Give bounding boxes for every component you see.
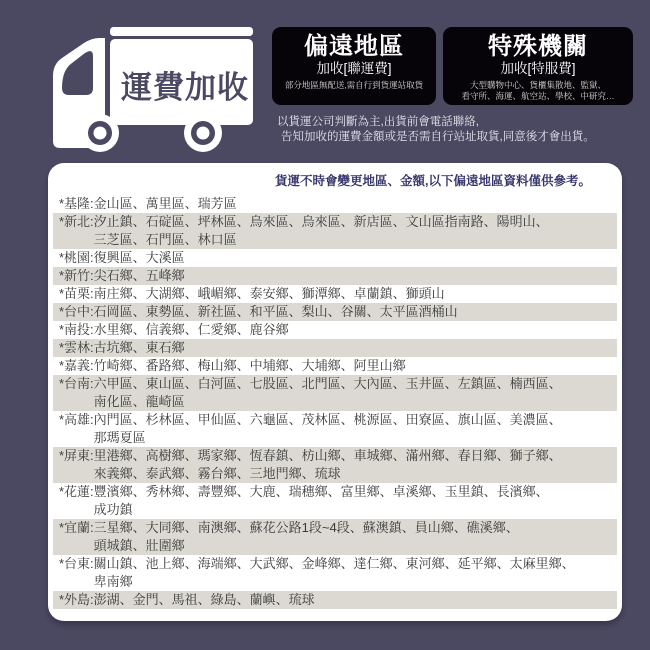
region-label: *桃園: xyxy=(59,250,94,265)
region-areas: 石岡區、東勢區、新社區、和平區、梨山、谷關、太平區酒桶山 xyxy=(93,304,458,319)
remote-table xyxy=(53,195,617,609)
region-areas: 內門區、杉林區、甲仙區、六龜區、茂林區、桃源區、田寮區、旗山區、美濃區、 那瑪夏區 xyxy=(93,412,562,445)
table-row xyxy=(53,321,617,339)
special-institution-title: 特殊機關 xyxy=(488,33,588,60)
region-label: *台南: xyxy=(59,376,94,391)
table-row xyxy=(53,249,617,267)
table-row xyxy=(53,357,617,375)
special-institution-note-line1: 大型購物中心、貨櫃集散地、監獄、 xyxy=(469,80,606,90)
region-label: *南投: xyxy=(59,322,94,337)
headline: 運費加收 xyxy=(121,70,249,105)
special-institution-subtitle: 加收[特服費] xyxy=(500,61,576,76)
region-label: *外島: xyxy=(59,592,94,607)
region-areas: 南庄鄉、大湖鄉、峨嵋鄉、泰安鄉、獅潭鄉、卓蘭鎮、獅頭山 xyxy=(93,286,445,301)
table-row xyxy=(53,267,617,285)
region-label: *嘉義: xyxy=(59,358,94,373)
region-areas: 關山鎮、池上鄉、海端鄉、大武鄉、金峰鄉、達仁鄉、東河鄉、延平鄉、太麻里鄉、 卑南鄉 xyxy=(93,556,575,589)
remote-area-panel xyxy=(48,163,622,621)
region-areas: 尖石鄉、五峰鄉 xyxy=(93,268,185,283)
remote-area-title: 偏遠地區 xyxy=(304,33,404,60)
table-row xyxy=(53,555,617,591)
region-areas: 澎湖、金門、馬祖、綠島、蘭嶼、琉球 xyxy=(93,592,315,607)
region-areas: 復興區、大溪區 xyxy=(93,250,185,265)
carrier-note xyxy=(277,115,595,145)
region-label: *高雄: xyxy=(59,412,94,427)
region-areas: 豐濱鄉、秀林鄉、壽豐鄉、大鹿、瑞穗鄉、富里鄉、卓溪鄉、玉里鎮、長濱鄉、 成功鎮 xyxy=(93,484,549,517)
region-label: *屏東: xyxy=(59,448,94,463)
table-row xyxy=(53,411,617,447)
region-areas: 古坑鄉、東石鄉 xyxy=(93,340,185,355)
region-label: *台中: xyxy=(59,304,94,319)
carrier-note-line2: 告知加收的運費金額或是否需自行站址取貨,同意後才會出貨。 xyxy=(281,131,595,143)
region-areas: 六甲區、東山區、白河區、七股區、北門區、大內區、玉井區、左鎮區、楠西區、 南化區、龍崎區 xyxy=(93,376,562,409)
region-areas: 汐止鎮、石碇區、坪林區、烏來區、烏來區、新店區、文山區指南路、陽明山、 三芝區、石門區、林口區 xyxy=(93,214,549,247)
table-row xyxy=(53,519,617,555)
region-areas: 里港鄉、高樹鄉、瑪家鄉、恆春鎮、枋山鄉、車城鄉、滿州鄉、春日鄉、獅子鄉、 來義鄉、泰武鄉、霧台鄉、三地門鄉、琉球 xyxy=(93,448,562,481)
region-label: *花蓮: xyxy=(59,484,94,499)
table-row xyxy=(53,195,617,213)
region-label: *新竹: xyxy=(59,268,94,283)
table-row xyxy=(53,339,617,357)
region-areas: 竹崎鄉、番路鄉、梅山鄉、中埔鄉、大埔鄉、阿里山鄉 xyxy=(93,358,406,373)
remote-area-note: 部分地區無配送,需自行到貨運站取貨 xyxy=(284,80,424,90)
table-row xyxy=(53,303,617,321)
region-areas: 金山區、萬里區、瑞芳區 xyxy=(93,196,237,211)
region-areas: 水里鄉、信義鄉、仁愛鄉、鹿谷鄉 xyxy=(93,322,289,337)
region-label: *新北: xyxy=(59,214,94,229)
special-institution-note-line2: 看守所、海運、航空站、學校、中研究… xyxy=(461,91,615,101)
surcharge-boxes xyxy=(272,27,633,105)
remote-area-box xyxy=(272,27,436,105)
special-institution-box xyxy=(443,27,633,105)
remote-area-subtitle: 加收[聯運費] xyxy=(316,61,392,76)
carrier-note-line1: 以貨運公司判斷為主,出貨前會電話聯絡, xyxy=(277,116,479,128)
region-label: *苗栗: xyxy=(59,286,94,301)
table-row xyxy=(53,483,617,519)
region-label: *雲林: xyxy=(59,340,94,355)
region-label: *台東: xyxy=(59,556,94,571)
table-row xyxy=(53,213,617,249)
table-row xyxy=(53,591,617,609)
region-areas: 三星鄉、大同鄉、南澳鄉、蘇花公路1段~4段、蘇澳鎮、員山鄉、礁溪鄉、 頭城鎮、壯圍鄉 xyxy=(93,520,519,553)
region-label: *基隆: xyxy=(59,196,94,211)
region-label: *宜蘭: xyxy=(59,520,94,535)
table-row xyxy=(53,447,617,483)
disclaimer-text: 貨運不時會變更地區、金額,以下偏遠地區資料僅供參考。 xyxy=(275,174,591,188)
truck-icon xyxy=(48,16,260,158)
table-row xyxy=(53,285,617,303)
table-row xyxy=(53,375,617,411)
